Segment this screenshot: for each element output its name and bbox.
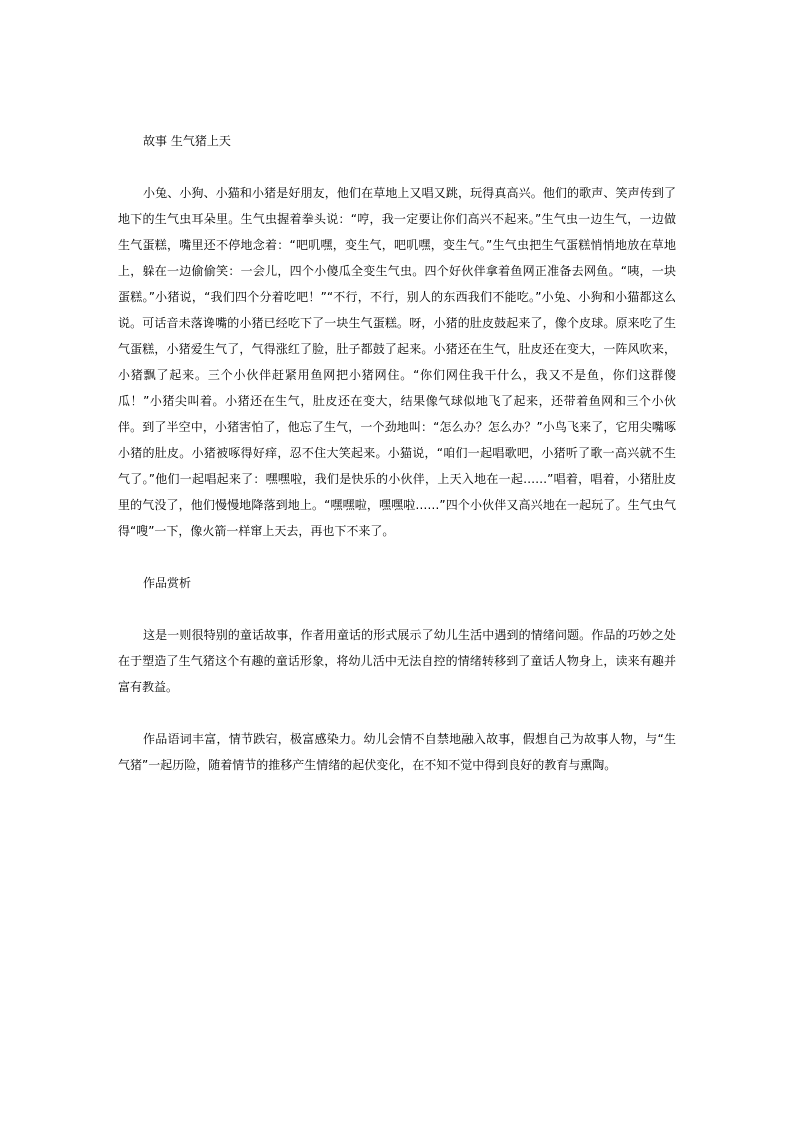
spacer (118, 154, 676, 180)
story-body: 小兔、小狗、小猫和小猪是好朋友，他们在草地上又唱又跳，玩得真高兴。他们的歌声、笑声传到了地下的生气虫耳朵里。生气虫握着拳头说：“哼，我一定要让你们高兴不起来。”生气虫一边生气，一边做生气蛋糕，嘴里还不停地念着：“吧叽嘿，变生气，吧叽嘿，变生气。”生气虫把生气蛋糕悄悄地放在草地上，躲在一边偷偷笑：一会儿，四个小傻瓜全变生气虫。四个好伙伴拿着鱼网正准备去网鱼。“咦，一块蛋糕。”小猪说，“我们四个分着吃吧！”“不行，不行，别人的东西我们不能吃。”小兔、小狗和小猫都这么说。可话音未落谗嘴的小猪已经吃下了一块生气蛋糕。呀，小猪的肚皮鼓起来了，像个皮球。原来吃了生气蛋糕，小猪爱生气了，气得涨红了脸，肚子都鼓了起来。小猪还在生气，肚皮还在变大，一阵风吹来，小猪飘了起来。三个小伙伴赶紧用鱼网把小猪网住。“你们网住我干什么，我又不是鱼，你们这群傻瓜！”小猪尖叫着。小猪还在生气，肚皮还在变大，结果像气球似地飞了起来，还带着鱼网和三个小伙伴。到了半空中，小猪害怕了，他忘了生气，一个劲地叫：“怎么办？怎么办？”小鸟飞来了，它用尖嘴啄小猪的肚皮。小猪被啄得好痒，忍不住大笑起来。小猫说，“咱们一起唱歌吧，小猪听了歌一高兴就不生气了。”他们一起唱起来了：嘿嘿啦，我们是快乐的小伙伴，上天入地在一起……”唱着，唱着，小猪肚皮里的气没了，他们慢慢地降落到地上。“嘿嘿啦，嘿嘿啦……”四个小伙伴又高兴地在一起玩了。生气虫气得“嗖”一下，像火箭一样窜上天去，再也下不来了。 (118, 186, 676, 538)
spacer (118, 544, 676, 570)
appreciation-paragraph-1: 这是一则很特别的童话故事，作者用童话的形式展示了幼儿生活中遇到的情绪问题。作品的巧妙之处在于塑造了生气猪这个有趣的童话形象，将幼儿活中无法自控的情绪转移到了童话人物身上，读来有趣并富有教益。 (118, 628, 676, 694)
spacer (118, 700, 676, 726)
document-content (118, 128, 676, 778)
spacer (118, 596, 676, 622)
story-title: 故事 生气猪上天 (143, 134, 231, 148)
appreciation-paragraph-2: 作品语词丰富，情节跌宕，极富感染力。幼儿会情不自禁地融入故事，假想自己为故事人物，与“生气猪”一起历险，随着情节的推移产生情绪的起伏变化，在不知不觉中得到良好的教育与熏陶。 (118, 732, 676, 772)
appreciation-title: 作品赏析 (143, 576, 192, 590)
